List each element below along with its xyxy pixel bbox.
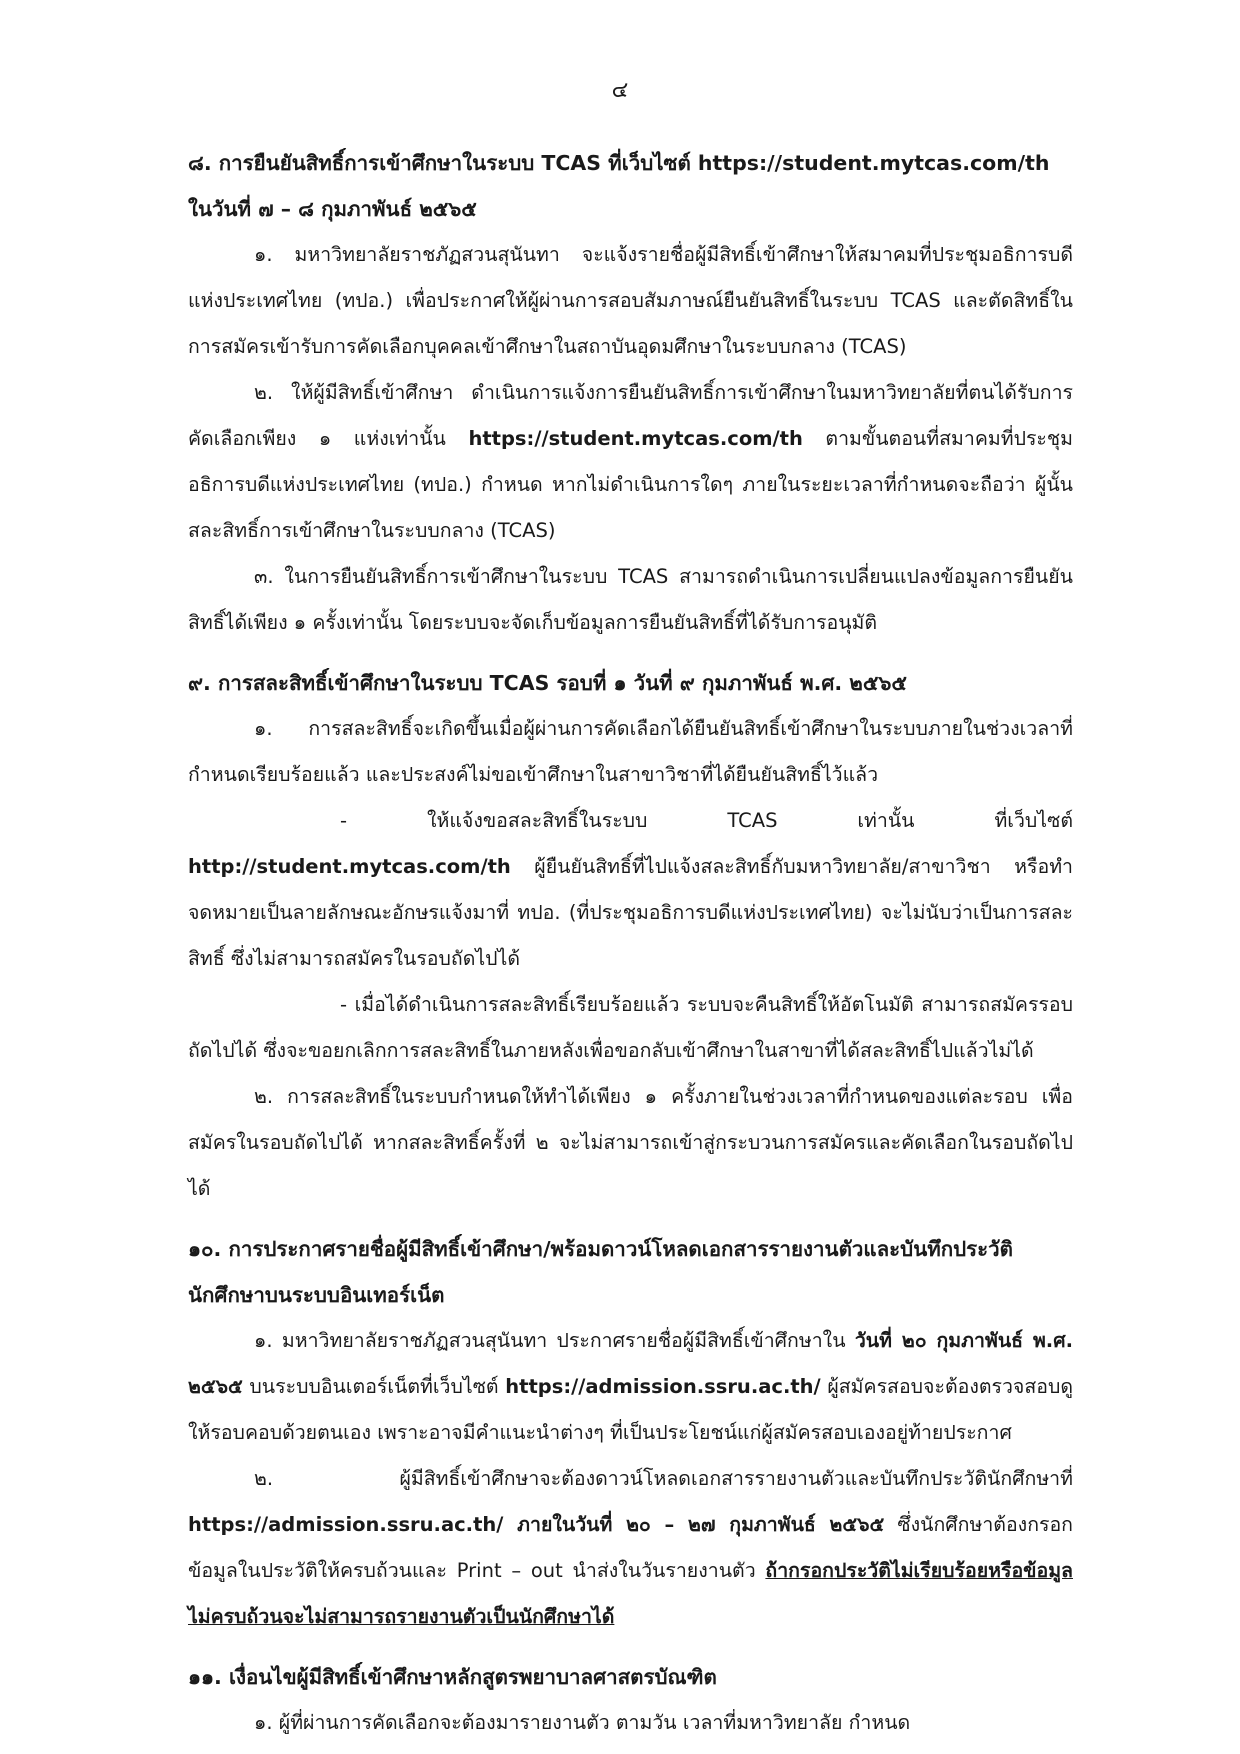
section-9-bullet-2: - เมื่อได้ดำเนินการสละสิทธิ์เรียบร้อยแล้ว ระบบจะคืนสิทธิ์ให้อัตโนมัติ สามารถสมัครรอบถัดไปได้ ซึ่งจะขอยกเลิกการสละสิทธิ์ในภายหลังเพื่อขอกลับเข้าศึกษาในสาขาที่ได้สละสิทธิ์ไปแล้วไม่ได้ — [188, 993, 1073, 1062]
section-10-item-1 — [188, 1318, 1073, 1456]
section-10-heading: ๑๐. การประกาศรายชื่อผู้มีสิทธิ์เข้าศึกษา/พร้อมดาวน์โหลดเอกสารรายงานตัวและบันทึกประวัตินักศึกษาบนระบบอินเทอร์เน็ต — [188, 1237, 1013, 1307]
section-8 — [188, 140, 1073, 646]
section-9-heading: ๙. การสละสิทธิ์เข้าศึกษาในระบบ TCAS รอบที่ ๑ วันที่ ๙ กุมภาพันธ์ พ.ศ. ๒๕๖๕ — [188, 671, 907, 695]
section-11 — [188, 1654, 1073, 1746]
section-9-item-1: ๑. การสละสิทธิ์จะเกิดขึ้นเมื่อผู้ผ่านการคัดเลือกได้ยืนยันสิทธิ์เข้าศึกษาในระบบภายในช่วงเวลาที่กำหนดเรียบร้อยแล้ว และประสงค์ไม่ขอเข้าศึกษาในสาขาวิชาที่ได้ยืนยันสิทธิ์ไว้แล้ว — [188, 717, 1073, 786]
section-10-item-2 — [188, 1456, 1073, 1640]
section-10-item-2-text-a: ๒. ผู้มีสิทธิ์เข้าศึกษาจะต้องดาวน์โหลดเอกสารรายงานตัวและบันทึกประวัตินักศึกษาที่ — [254, 1467, 1073, 1490]
page-number: ๔ — [611, 78, 629, 103]
section-8-item-2 — [188, 370, 1073, 554]
section-9-item-2: ๒. การสละสิทธิ์ในระบบกำหนดให้ทำได้เพียง ๑ ครั้งภายในช่วงเวลาที่กำหนดของแต่ละรอบ เพื่อสมัครในรอบถัดไปได้ หากสละสิทธิ์ครั้งที่ ๒ จะไม่สามารถเข้าสู่กระบวนการสมัครและคัดเลือกในรอบถัดไปได้ — [188, 1085, 1073, 1200]
section-10-item-1-url: https://admission.ssru.ac.th/ — [505, 1375, 821, 1398]
section-11-heading: ๑๑. เงื่อนไขผู้มีสิทธิ์เข้าศึกษาหลักสูตรพยาบาลศาสตรบัณฑิต — [188, 1665, 717, 1689]
section-8-item-2-text-b: ตามขั้นตอนที่สมาคมที่ประชุมอธิการบดีแห่งประเทศไทย (ทปอ.) กำหนด หากไม่ดำเนินการใดๆ ภายในระยะเวลาที่กำหนดจะถือว่า ผู้นั้นสละสิทธิ์การเข้าศึกษาในระบบกลาง (TCAS) — [188, 427, 1073, 542]
section-10-item-2-warning: ถ้ากรอกประวัติไม่เรียบร้อยหรือข้อมูลไม่ครบถ้วนจะไม่สามารถรายงานตัวเป็นนักศึกษาได้ — [188, 1559, 1073, 1628]
section-11-item-1: ๑. ผู้ที่ผ่านการคัดเลือกจะต้องมารายงานตัว ตามวัน เวลาที่มหาวิทยาลัย กำหนด — [254, 1711, 911, 1734]
section-8-item-2-text-a: ๒. ให้ผู้มีสิทธิ์เข้าศึกษา ดำเนินการแจ้งการยืนยันสิทธิ์การเข้าศึกษาในมหาวิทยาลัยที่ตนได้รับการคัดเลือกเพียง ๑ แห่งเท่านั้น — [188, 381, 1073, 450]
section-8-item-2-url: https://student.mytcas.com/th — [468, 427, 803, 450]
section-8-item-1: ๑. มหาวิทยาลัยราชภัฏสวนสุนันทา จะแจ้งรายชื่อผู้มีสิทธิ์เข้าศึกษาให้สมาคมที่ประชุมอธิการบดีแห่งประเทศไทย (ทปอ.) เพื่อประกาศให้ผู้ผ่านการสอบสัมภาษณ์ยืนยันสิทธิ์ในระบบ TCAS และตัดสิทธิ์ในการสมัครเข้ารับการคัดเลือกบุคคลเข้าศึกษาในสถาบันอุดมศึกษาในระบบกลาง (TCAS) — [188, 243, 1073, 358]
section-10-item-1-text-c: ผู้สมัครสอบจะต้องตรวจสอบดูให้รอบคอบด้วยตนเอง เพราะอาจมีคำแนะนำต่างๆ ที่เป็นประโยชน์แก่ผู้สมัครสอบเองอยู่ท้ายประกาศ — [188, 1375, 1074, 1444]
section-9 — [188, 660, 1073, 1212]
section-10-item-1-date: วันที่ ๒๐ กุมภาพันธ์ พ.ศ. ๒๕๖๕ — [188, 1329, 1073, 1398]
section-9-bullet-1-url: http://student.mytcas.com/th — [188, 855, 511, 878]
section-10 — [188, 1226, 1073, 1640]
section-8-heading: ๘. การยืนยันสิทธิ์การเข้าศึกษาในระบบ TCAS ที่เว็บไซต์ https://student.mytcas.com/th ในวันที่ ๗ – ๘ กุมภาพันธ์ ๒๕๖๕ — [188, 151, 1050, 221]
section-9-bullet-1-text-b: ผู้ยืนยันสิทธิ์ที่ไปแจ้งสละสิทธิ์กับมหาวิทยาลัย/สาขาวิชา หรือทำจดหมายเป็นลายลักษณะอักษรแจ้งมาที่ ทปอ. (ที่ประชุมอธิการบดีแห่งประเทศไทย) จะไม่นับว่าเป็นการสละสิทธิ์ ซึ่งไม่สามารถสมัครในรอบถัดไปได้ — [188, 855, 1073, 970]
section-10-item-1-text-a: ๑. มหาวิทยาลัยราชภัฏสวนสุนันทา ประกาศรายชื่อผู้มีสิทธิ์เข้าศึกษาใน — [254, 1329, 855, 1352]
section-9-bullet-1-text-a: - ให้แจ้งขอสละสิทธิ์ในระบบ TCAS เท่านั้น ที่เว็บไซต์ — [340, 809, 1073, 832]
section-10-item-2-text-b: ซึ่งนักศึกษาต้องกรอกข้อมูลในประวัติให้ครบถ้วนและ Print – out นำส่งในวันรายงานตัว — [188, 1513, 1073, 1582]
section-10-item-1-text-b: บนระบบอินเตอร์เน็ตที่เว็บไซต์ — [242, 1375, 506, 1398]
section-9-bullet-1 — [188, 798, 1073, 982]
section-10-item-2-url: https://admission.ssru.ac.th/ — [188, 1513, 504, 1536]
section-10-item-2-date: ภายในวันที่ ๒๐ – ๒๗ กุมภาพันธ์ ๒๕๖๕ — [503, 1513, 885, 1536]
section-8-item-3: ๓. ในการยืนยันสิทธิ์การเข้าศึกษาในระบบ TCAS สามารถดำเนินการเปลี่ยนแปลงข้อมูลการยืนยันสิทธิ์ได้เพียง ๑ ครั้งเท่านั้น โดยระบบจะจัดเก็บข้อมูลการยืนยันสิทธิ์ที่ได้รับการอนุมัติ — [188, 565, 1073, 634]
document-body — [188, 140, 1073, 1746]
